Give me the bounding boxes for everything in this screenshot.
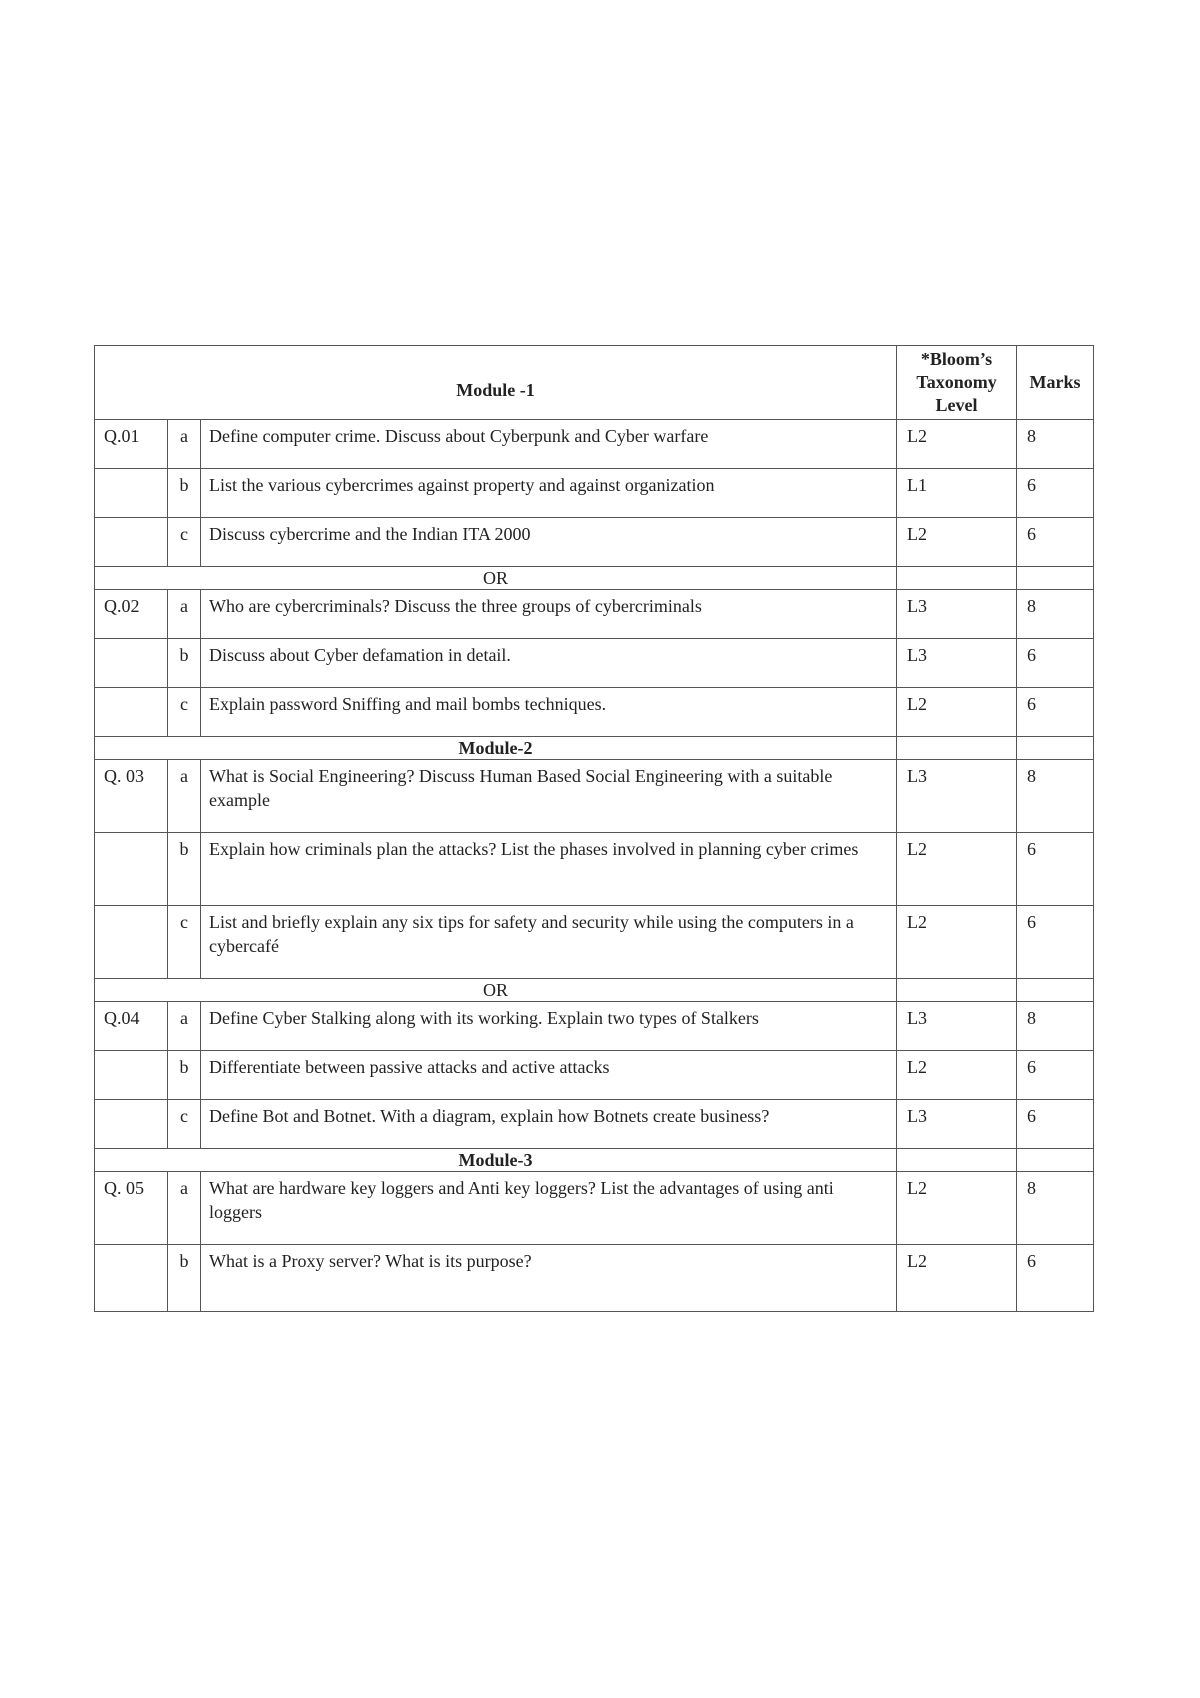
question-number <box>95 469 168 518</box>
blooms-level: L2 <box>897 1051 1017 1100</box>
question-text: Define Bot and Botnet. With a diagram, explain how Botnets create business? <box>201 1100 897 1149</box>
or-label: OR <box>95 979 897 1002</box>
question-marks: 6 <box>1017 688 1094 737</box>
question-marks: 6 <box>1017 1100 1094 1149</box>
question-part: c <box>168 906 201 979</box>
question-row <box>95 469 1094 518</box>
blank-level-cell <box>897 1149 1017 1172</box>
blooms-level: L2 <box>897 420 1017 469</box>
question-row <box>95 590 1094 639</box>
question-row <box>95 1002 1094 1051</box>
question-part: c <box>168 1100 201 1149</box>
question-number <box>95 906 168 979</box>
blank-marks-cell <box>1017 567 1094 590</box>
question-row <box>95 1245 1094 1312</box>
question-part: a <box>168 760 201 833</box>
blooms-level: L1 <box>897 469 1017 518</box>
blank-marks-cell <box>1017 979 1094 1002</box>
question-part: b <box>168 469 201 518</box>
or-separator-row <box>95 567 1094 590</box>
blank-level-cell <box>897 979 1017 1002</box>
question-text: What is a Proxy server? What is its purpose? <box>201 1245 897 1312</box>
question-text: List and briefly explain any six tips for safety and security while using the computers in a cybercafé <box>201 906 897 979</box>
question-number <box>95 1051 168 1100</box>
question-part: a <box>168 1172 201 1245</box>
module-heading: Module-2 <box>95 737 897 760</box>
question-part: a <box>168 1002 201 1051</box>
question-paper-table <box>94 345 1094 1312</box>
table-header-row <box>95 346 1094 420</box>
module-heading-row <box>95 1149 1094 1172</box>
question-row <box>95 688 1094 737</box>
question-text: Discuss cybercrime and the Indian ITA 2000 <box>201 518 897 567</box>
blooms-level: L2 <box>897 906 1017 979</box>
question-marks: 8 <box>1017 760 1094 833</box>
question-part: b <box>168 833 201 906</box>
question-number: Q.04 <box>95 1002 168 1051</box>
question-row <box>95 760 1094 833</box>
question-number <box>95 688 168 737</box>
question-marks: 8 <box>1017 1002 1094 1051</box>
question-row <box>95 420 1094 469</box>
question-part: b <box>168 639 201 688</box>
question-row <box>95 518 1094 567</box>
question-row <box>95 639 1094 688</box>
question-part: b <box>168 1245 201 1312</box>
question-part: a <box>168 590 201 639</box>
question-number: Q. 05 <box>95 1172 168 1245</box>
blooms-level: L2 <box>897 688 1017 737</box>
question-text: Discuss about Cyber defamation in detail. <box>201 639 897 688</box>
blooms-level-heading: *Bloom’s Taxonomy Level <box>897 346 1017 420</box>
question-part: c <box>168 688 201 737</box>
question-marks: 6 <box>1017 906 1094 979</box>
question-text: Define Cyber Stalking along with its working. Explain two types of Stalkers <box>201 1002 897 1051</box>
blank-marks-cell <box>1017 737 1094 760</box>
or-separator-row <box>95 979 1094 1002</box>
question-marks: 6 <box>1017 1245 1094 1312</box>
question-marks: 6 <box>1017 469 1094 518</box>
blooms-level: L2 <box>897 518 1017 567</box>
blooms-level: L3 <box>897 760 1017 833</box>
question-marks: 8 <box>1017 590 1094 639</box>
question-row <box>95 1051 1094 1100</box>
blooms-level: L3 <box>897 1002 1017 1051</box>
blooms-level: L3 <box>897 590 1017 639</box>
question-number <box>95 639 168 688</box>
marks-heading: Marks <box>1017 346 1094 420</box>
blooms-level: L3 <box>897 639 1017 688</box>
question-row <box>95 833 1094 906</box>
question-marks: 6 <box>1017 518 1094 567</box>
question-text: Differentiate between passive attacks and active attacks <box>201 1051 897 1100</box>
question-text: List the various cybercrimes against property and against organization <box>201 469 897 518</box>
blank-marks-cell <box>1017 1149 1094 1172</box>
question-text: Who are cybercriminals? Discuss the three groups of cybercriminals <box>201 590 897 639</box>
question-row <box>95 1172 1094 1245</box>
blooms-level: L3 <box>897 1100 1017 1149</box>
question-part: b <box>168 1051 201 1100</box>
question-marks: 6 <box>1017 639 1094 688</box>
question-text: Explain password Sniffing and mail bombs techniques. <box>201 688 897 737</box>
question-marks: 8 <box>1017 1172 1094 1245</box>
question-number <box>95 518 168 567</box>
question-row <box>95 906 1094 979</box>
question-marks: 6 <box>1017 833 1094 906</box>
module-heading: Module-3 <box>95 1149 897 1172</box>
question-number: Q. 03 <box>95 760 168 833</box>
question-part: c <box>168 518 201 567</box>
question-part: a <box>168 420 201 469</box>
question-number: Q.01 <box>95 420 168 469</box>
question-marks: 8 <box>1017 420 1094 469</box>
blooms-level: L2 <box>897 1172 1017 1245</box>
or-label: OR <box>95 567 897 590</box>
question-number: Q.02 <box>95 590 168 639</box>
question-text: What are hardware key loggers and Anti key loggers? List the advantages of using anti loggers <box>201 1172 897 1245</box>
blank-level-cell <box>897 567 1017 590</box>
module-heading-row <box>95 737 1094 760</box>
question-number <box>95 1100 168 1149</box>
question-marks: 6 <box>1017 1051 1094 1100</box>
question-text: Define computer crime. Discuss about Cyberpunk and Cyber warfare <box>201 420 897 469</box>
blooms-level: L2 <box>897 833 1017 906</box>
blooms-level: L2 <box>897 1245 1017 1312</box>
module-1-heading: Module -1 <box>95 346 897 420</box>
blank-level-cell <box>897 737 1017 760</box>
question-text: What is Social Engineering? Discuss Human Based Social Engineering with a suitable example <box>201 760 897 833</box>
question-number <box>95 833 168 906</box>
question-text: Explain how criminals plan the attacks? List the phases involved in planning cyber crimes <box>201 833 897 906</box>
question-row <box>95 1100 1094 1149</box>
question-number <box>95 1245 168 1312</box>
